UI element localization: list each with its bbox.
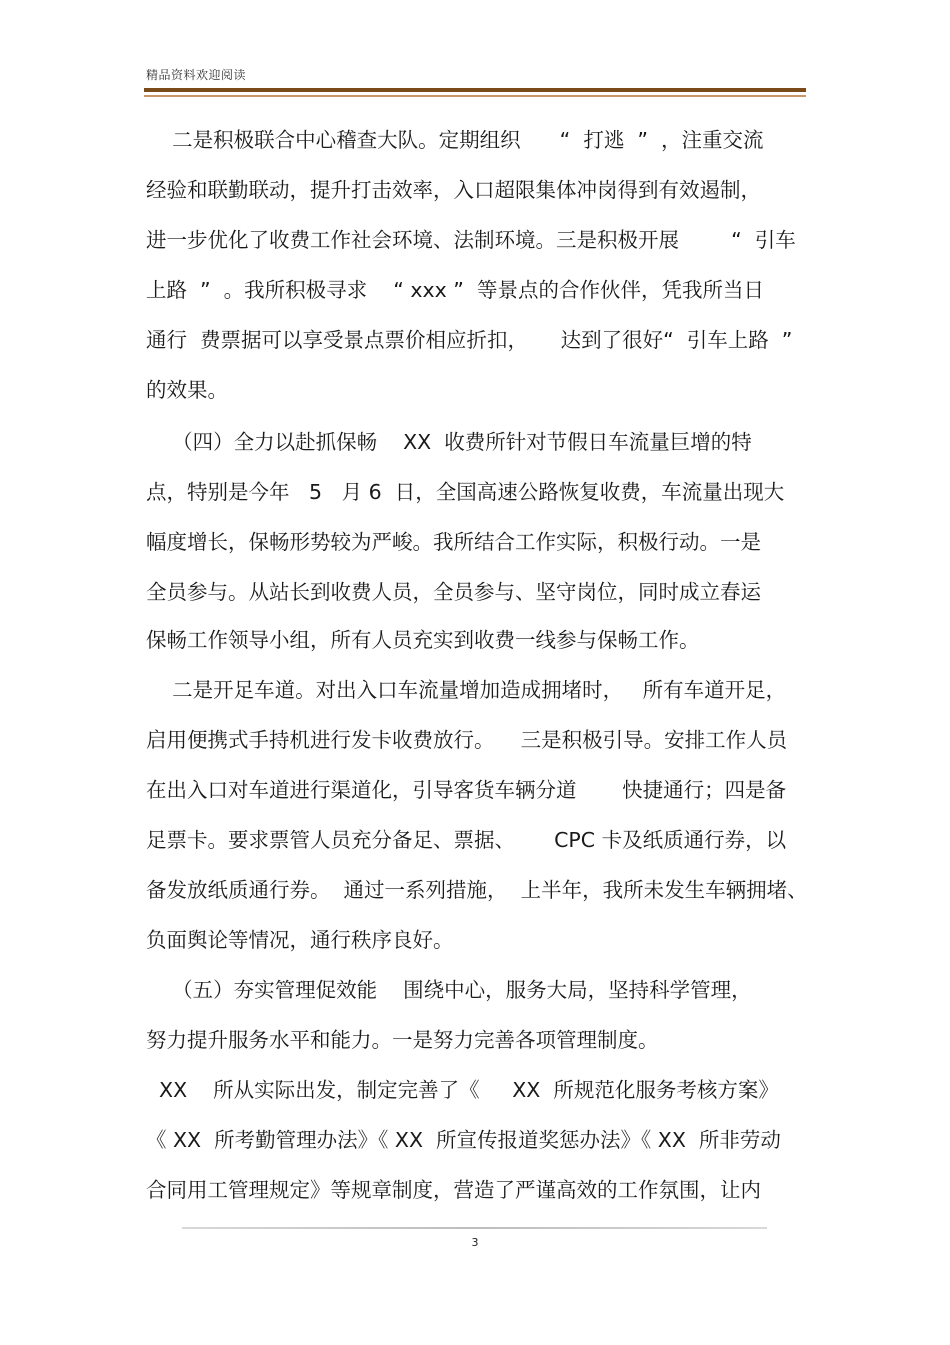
text-line: 努力提升服务水平和能力。一是努力完善各项管理制度。 [146, 1028, 659, 1052]
text-line: 二是开足车道。对出入口车流量增加造成拥堵时， 所有车道开足， [146, 678, 787, 702]
footer-rule [182, 1227, 767, 1229]
header-rule-dark [144, 88, 806, 92]
text-line: 启用便携式手持机进行发卡收费放行。 三是积极引导。安排工作人员 [146, 728, 788, 752]
text-line: 《 XX 所考勤管理办法》《 XX 所宣传报道奖惩办法》《 XX 所非劳动 [146, 1128, 781, 1152]
text-line: 备发放纸质通行券。 通过一系列措施， 上半年，我所未发生车辆拥堵、 [146, 878, 808, 902]
text-line: 保畅工作领导小组，所有人员充实到收费一线参与保畅工作。 [146, 628, 700, 652]
text-line: XX 所从实际出发，制定完善了《 XX 所规范化服务考核方案》 [146, 1078, 779, 1102]
text-line: 合同用工管理规定》等规章制度，营造了严谨高效的工作氛围，让内 [146, 1178, 761, 1202]
text-line: 在出入口对车道进行渠道化，引导客货车辆分道 快捷通行；四是备 [146, 778, 787, 802]
text-line: 点，特别是今年 5 月 6 日，全国高速公路恢复收费，车流量出现大 [146, 480, 785, 504]
text-line: 负面舆论等情况，通行秩序良好。 [146, 928, 454, 952]
text-line: 进一步优化了收费工作社会环境、法制环境。三是积极开展 “ 引车 [146, 228, 796, 252]
page-header: 精品资料欢迎阅读 [146, 68, 247, 82]
text-line: 的效果。 [146, 378, 228, 402]
text-line: 幅度增长，保畅形势较为严峻。我所结合工作实际，积极行动。一是 [146, 530, 761, 554]
page-number: 3 [471, 1236, 479, 1249]
text-line: 全员参与。从站长到收费人员，全员参与、坚守岗位，同时成立春运 [146, 580, 761, 604]
text-line: 通行 费票据可以享受景点票价相应折扣， 达到了很好“ 引车上路 ” [146, 328, 793, 352]
text-line: 二是积极联合中心稽查大队。定期组织 “ 打逃 ” ，注重交流 [146, 128, 764, 152]
text-line: 上路 ” 。我所积极寻求 “ xxx ” 等景点的合作伙伴，凭我所当日 [146, 278, 764, 302]
text-line: 经验和联勤联动，提升打击效率，入口超限集体冲岗得到有效遏制， [146, 178, 761, 202]
header-rule-light [144, 95, 806, 97]
text-line: （四）全力以赴抓保畅 XX 收费所针对节假日车流量巨增的特 [146, 430, 752, 454]
text-line: 足票卡。要求票管人员充分备足、票据、 CPC 卡及纸质通行券，以 [146, 828, 787, 852]
text-line: （五）夯实管理促效能 围绕中心，服务大局，坚持科学管理， [146, 978, 752, 1002]
